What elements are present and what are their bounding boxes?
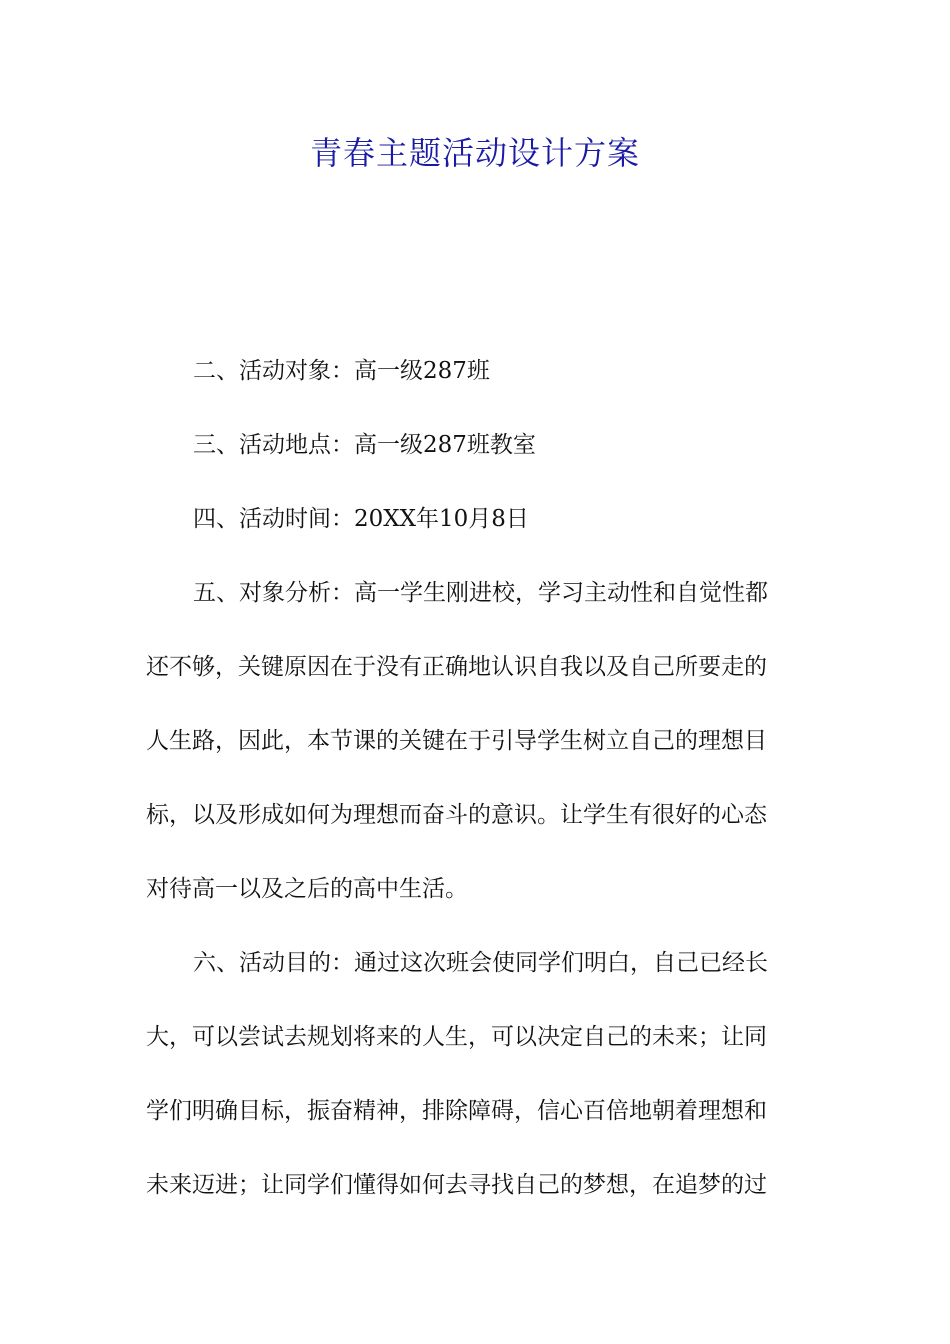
document-title: 青春主题活动设计方案 <box>309 134 640 172</box>
paragraph-line-analysis-2: 还不够，关键原因在于没有正确地认识自我以及自己所要走的 <box>146 654 767 680</box>
paragraph-line-location: 三、活动地点：高一级287班教室 <box>193 432 536 458</box>
paragraph-line-target: 二、活动对象：高一级287班 <box>193 358 490 384</box>
paragraph-line-purpose-3: 学们明确目标，振奋精神，排除障碍，信心百倍地朝着理想和 <box>146 1098 767 1124</box>
document-body <box>146 334 806 1222</box>
paragraph-line-analysis-4: 标，以及形成如何为理想而奋斗的意识。让学生有很好的心态 <box>146 802 767 828</box>
paragraph-line-purpose-4: 未来迈进；让同学们懂得如何去寻找自己的梦想，在追梦的过 <box>146 1172 767 1198</box>
paragraph-line-purpose-2: 大，可以尝试去规划将来的人生，可以决定自己的未来；让同 <box>146 1024 767 1050</box>
paragraph-line-time: 四、活动时间：20XX年10月8日 <box>193 506 529 532</box>
paragraph-line-analysis-3: 人生路，因此，本节课的关键在于引导学生树立自己的理想目 <box>146 728 767 754</box>
paragraph-line-analysis-5: 对待高一以及之后的高中生活。 <box>146 876 468 902</box>
paragraph-line-purpose-1: 六、活动目的：通过这次班会使同学们明白，自己已经长 <box>193 950 768 976</box>
paragraph-line-analysis-1: 五、对象分析：高一学生刚进校，学习主动性和自觉性都 <box>193 580 768 606</box>
